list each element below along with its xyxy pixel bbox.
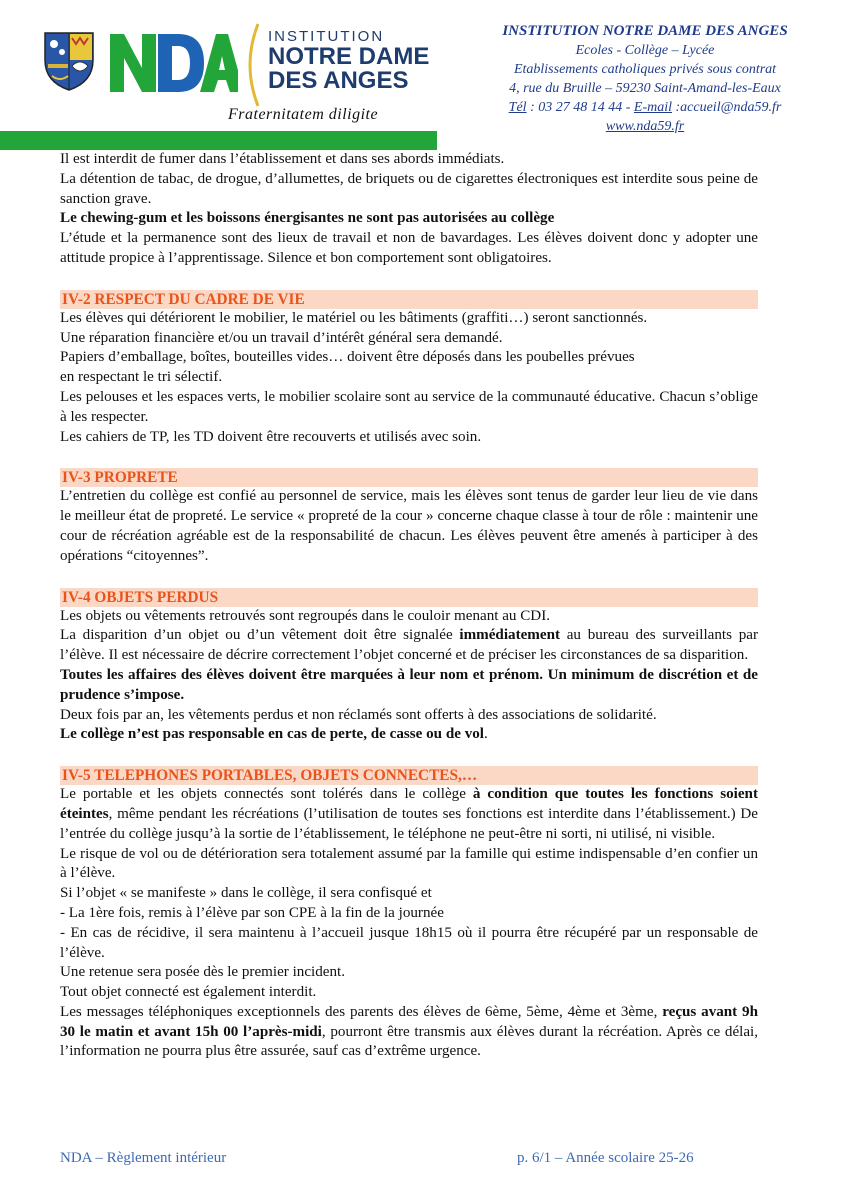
paragraph: en respectant le tri sélectif. (60, 369, 223, 386)
paragraph: Une retenue sera posée dès le premier incident. (60, 964, 345, 981)
document-body (60, 150, 758, 1062)
footer-title: NDA – Règlement intérieur (60, 1150, 227, 1166)
logo-wordmark (268, 28, 448, 93)
tel-number: : 03 27 48 14 44 - (526, 100, 634, 115)
paragraph: - La 1ère fois, remis à l’élève par son CPE à la fin de la journée (60, 904, 444, 921)
section-heading: IV-4 OBJETS PERDUS (60, 588, 758, 607)
page-header (0, 0, 848, 152)
footer-page-number: p. 6/1 – Année scolaire 25-26 (517, 1150, 694, 1166)
logo-line-1: INSTITUTION (268, 28, 385, 45)
address-line: 4, rue du Bruille – 59230 Saint-Amand-les-Eaux (509, 81, 781, 96)
motto: Fraternitatem diligite (228, 106, 379, 123)
section-heading: IV-3 PROPRETE (60, 468, 758, 487)
paragraph: Tout objet connecté est également interdit. (60, 984, 317, 1001)
nda-logo-icon (108, 30, 238, 94)
schools-line: Ecoles - Collège – Lycée (575, 43, 715, 58)
text-run: , pourront être transmis aux élèves durant la récréation. Après ce délai, l’information ne pourra plus être assurée, sauf cas d’extrême urgence. (60, 1023, 759, 1060)
paragraph: Toutes les affaires des élèves doivent être marquées à leur nom et prénom. Un minimum de discrétion et de prudence s’impose. (60, 666, 758, 703)
text-run-bold: à condition que toutes les fonctions soient éteintes (60, 786, 758, 822)
text-run-bold: immédiatement (459, 627, 560, 644)
logo-divider-arc-icon (240, 22, 266, 108)
text-run: . (484, 726, 488, 743)
paragraph: La détention de tabac, de drogue, d’allumettes, de briquets ou de cigarettes électroniques est interdite sous peine de sanction grave. (60, 170, 758, 207)
paragraph: Deux fois par an, les vêtements perdus et non réclamés sont offerts à des associations de solidarité. (60, 706, 657, 723)
paragraph (60, 626, 758, 666)
paragraph (60, 1003, 758, 1062)
text-run: , même pendant les récréations (l’utilisation de toutes ses fonctions est interdite dans l’établissement.) De l’entrée du collège jusqu’à la sortie de l’établissement, le téléphone ne peut-être ni sorti, ni utilisé, ni visible. (60, 805, 758, 842)
text-run: Le portable et les objets connectés sont tolérés dans le collège (60, 786, 473, 803)
text-run-bold: Le collège n’est pas responsable en cas de perte, de casse ou de vol (60, 726, 484, 743)
coat-of-arms-icon (42, 30, 96, 92)
paragraph (60, 725, 758, 745)
institution-name: INSTITUTION NOTRE DAME DES ANGES (502, 23, 788, 39)
paragraph: Les élèves qui détériorent le mobilier, le matériel ou les bâtiments (graffiti…) seront sanctionnés. (60, 309, 648, 326)
status-line: Etablissements catholiques privés sous contrat (513, 62, 777, 77)
text-run: au bureau des surveillants par l’élève. Il est nécessaire de décrire correctement l’objet concerné et de préciser les circonstances de sa disparition. (60, 627, 758, 664)
paragraph (60, 785, 758, 844)
section-heading: IV-2 RESPECT DU CADRE DE VIE (60, 290, 758, 309)
paragraph: Les pelouses et les espaces verts, le mobilier scolaire sont au service de la communauté éducative. Chacun s’oblige à les respecter. (60, 388, 758, 425)
paragraph: L’étude et la permanence sont des lieux de travail et non de bavardages. Les élèves doivent donc y adopter une attitude propice à l’apprentissage. Silence et bon comportement sont obligatoires. (60, 230, 758, 266)
paragraph: Une réparation financière et/ou un travail d’intérêt général sera demandé. (60, 329, 503, 346)
email-label[interactable]: E-mail (633, 100, 672, 115)
phone-email-line (460, 98, 830, 117)
tel-label: Tél (508, 100, 527, 115)
logo-line-3: DES ANGES (268, 67, 409, 94)
section-heading: IV-5 TELEPHONES PORTABLES, OBJETS CONNECTES,… (60, 766, 758, 785)
contact-block (460, 22, 830, 136)
paragraph: - En cas de récidive, il sera maintenu à l’accueil jusque 18h15 où il pourra être récupéré par un responsable de l’élève. (60, 924, 758, 961)
paragraph: L’entretien du collège est confié au personnel de service, mais les élèves sont tenus de garder leur lieu de vie dans le meilleur état de propreté. Le service « propreté de la cour » concerne chaque classe à tour de rôle : maintenir une cour de récréation agréable est de la responsabilité de chacun. Les élèves peuvent être amenés à participer à des opérations “citoyennes”. (60, 488, 758, 564)
paragraph: Papiers d’emballage, boîtes, bouteilles vides… doivent être déposés dans les poubelles prévues (60, 349, 635, 366)
paragraph: Le chewing-gum et les boissons énergisantes ne sont pas autorisées au collège (60, 210, 555, 227)
paragraph: Les objets ou vêtements retrouvés sont regroupés dans le couloir menant au CDI. (60, 607, 551, 624)
email-address[interactable]: :accueil@nda59.fr (672, 100, 782, 115)
header-green-bar (0, 131, 437, 150)
text-run: Les messages téléphoniques exceptionnels des parents des élèves de 6ème, 5ème, 4ème et 3ème, (60, 1003, 663, 1020)
text-run-bold: reçus avant 9h 30 le matin et avant 15h 00 l’après-midi (60, 1003, 758, 1040)
logo-line-2: NOTRE DAME (268, 43, 430, 70)
paragraph: Le risque de vol ou de détérioration sera totalement assumé par la famille qui estime indispensable d’en confier un à l’élève. (60, 845, 758, 882)
website-link[interactable]: www.nda59.fr (605, 119, 685, 134)
paragraph: Les cahiers de TP, les TD doivent être recouverts et utilisés avec soin. (60, 428, 482, 445)
text-run: La disparition d’un objet ou d’un vêtement doit être signalée (60, 627, 460, 644)
paragraph: Il est interdit de fumer dans l’établissement et dans ses abords immédiats. (60, 151, 505, 167)
paragraph: Si l’objet « se manifeste » dans le collège, il sera confisqué et (60, 885, 432, 902)
